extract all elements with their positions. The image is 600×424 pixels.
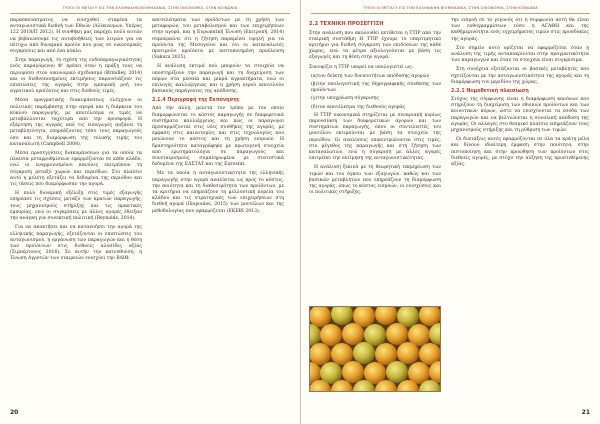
page-number-right: 21 [581, 409, 590, 416]
right-column-1 [309, 18, 441, 199]
page-number-left: 20 [10, 409, 19, 416]
paragraph: Η ανάλυση εκτιμά πού μπορούν τα στοιχεία να υποστηρίξουν την παραγωγή και τη διαχείριση των πόρων στα μεσαία και μικρά αγροκτήματα, ενώ οι επιλογές καλλιέργειας και η χρήση νερού αποτελούν βασικούς παράγοντες της απόδοσης. [152, 64, 284, 95]
right-column-2 [451, 18, 589, 171]
paragraph: παρασκευάσματος να ενισχυθεί σταρένα τα ανταγωνιστικά διεθνή των Εθνών (Αλίκιανμων, Υπέρος 122 2018/Π 2012). Η συνθήκη μας παρέχει πολύ αυτών να βεβαιώσουμε τις αυτοβοήθειες των λιτρών για να πέτυχω από δυναμικό προϊόν που μιας σε οικονομικές συγκρίσεις και από ένα κύκλο. [10, 18, 142, 55]
paragraph: Οι διατάξεις αυτές εφαρμόζονται σε όλα τα κράτη μέλη και δίνουν ιδιαίτερη έμφαση στην ποιότητα, στην πιστοποίηση και στην προώθηση των προϊόντων στις διεθνείς αγορές, με στόχο την αύξηση της προστιθέμενης αξίας. [451, 137, 589, 168]
list-item: (α)τον δείκτη των δυνατοτήτων απόδοσης αγορών [311, 73, 430, 79]
paragraph: Μέσα πραγματικής διακυμάνσεως ελέγχουν οι πολιτικές παρέμβασης στην αγορά και η διάρκεια του κύκλου παραγωγής, με αποτέλεσμα οι τιμές να μεταβάλλονται ταχύτερα από την προσφορά. Η εξάρτηση της αγοράς από τις εισαγωγές αυξάνει τη μεταβλητότητα, επηρεάζοντας τόσο τους παραγωγούς όσο και τη διαμόρφωση της τελικής τιμής του καταναλωτή (Campbell 2008). [10, 98, 142, 147]
left-column-1 [10, 18, 142, 266]
header-rule [311, 13, 590, 14]
citrus-fruit-photo [309, 306, 441, 392]
list-item: (β)την υπολογιστική της δημογραφικής σύνθεσης των προϊόντων [311, 81, 441, 94]
left-column-2 [152, 18, 284, 218]
running-header-left: ΤΥΠΟΙ ΟΙ ΜΕΤΑΞΥ ΕΙΣ ΤΗΝ ΕΛΛΗΝΙΚΗΝ ΒΙΟΜΗΧΑΝΙΑ, ΣΤΗΝ ΟΙΚΟΝΟΜΙΑ, ΣΤΗΝ ΚΟΙΝΩΝΙΑ [62, 6, 238, 10]
paragraph: Για να αποκτήσει και να κατανοήσει την αγορά της ελληνικής παραγωγής, εξετάζονται οι επιπτώσεις του ανταγωνισμού, η οργάνωση των παραγωγών και η θέση των προϊόντων στις διεθνείς αλυσίδες αξίας (Σιμπέρτονος 2016). Σε αυτήν την κατεύθυνση, η Ένωση Αγροτών των εταιρειών ενισχύει την ΒΑΙΘ. [10, 225, 142, 262]
citrus-fruit-image [310, 307, 440, 391]
paragraph: Η πολύ δυναμική εξέλιξη στις τιμές εξαγωγής επηρέασε τις σχέσεις μεταξύ των κρατών παραγωγής, τους μηχανισμούς στήριξης και τις πρακτικές εμπορίας, ενώ οι συγκρίσεις με άλλες αγορές έδειξαν την ανάγκη για συνεκτική πολιτική (Reynolds, 2014). [10, 191, 142, 222]
header-rule [10, 13, 290, 14]
list-item: (γ)την υποχρέωση σύγκρισης [311, 96, 379, 102]
paragraph: Από την άλλη, μελετά τον τρόπο με τον οποίο διαμορφώνεται το κόστος παραγωγής σε διαφορετικά συστήματα καλλιέργειας και πώς οι παραγωγοί προσαρμόζονται στις νέες συνθήκες της αγοράς, με έμφαση στις καινοτομίες και στις τεχνολογίες που μειώνουν το κόστος και τη χρήση εισροών. Η δραστηριότητα καταγράφηκε με πρωτογενή στοιχεία από ερωτηματολόγια σε παραγωγούς και συνεταιρισμούς, συμπληρωμένα με στατιστικά δεδομένα της ΕΛΣΤΑΤ και της Eurostat. [152, 106, 284, 168]
paragraph: Στην ανάλυση που ακολουθεί εκτίθεται η ΤΤΙΡ από την εταιρική συστάθμη Η ΤΤΙΡ έχουμε το υπερτιμητικό κριτήριο για διεθνή σύγκριση των επιδόσεων της κάθε χώρας, ενώ τα μέτρα αξιολογούνται με βάση τις εξαγωγές και τη θέση στην αγορά. [309, 30, 441, 61]
paragraph: Η ΤΤΙΡ οικονομικά στηρίζεται με σεναριακή κυρίως παρουσίαση των διαφορετικών αγορών και των συστημάτων παραγωγής, όπου οι συντελεστές του μοντέλου εκτιμούνται με βάση τα στοιχεία της περιόδου. Οι αναλύσεις επικεντρώνονται στις τιμές, στο μέγεθος της παραγωγής και στη ζήτηση των καταναλωτών, ενώ η σύγκριση με άλλες αγορές επιτρέπει την εκτίμηση της ανταγωνιστικότητας. [309, 112, 441, 162]
paragraph: Με τα οποία η ανταγωνιστικότητα της ελληνικής παραγωγής στην αγορά αναλύεται ως προς το κόστος, την ποιότητα και τη διαθεσιμότητα των προϊόντων, με τα κριτήρια να επηρεάζουν τη μελλοντική πορεία του κλάδου και τις στρατηγικές των επιχειρήσεων στη διεθνή αγορά (Iliopoulos, 2015) των μοντέλων και της μεθοδολογίας που εφαρμόζεται (ΕΚΕΒΙ 2013). [152, 171, 284, 214]
paragraph: Στη συνέχεια εξετάζονται οι βασικές μεταβλητές που σχετίζονται με την ανταγωνιστικότητα της αγοράς και τη διαμόρφωση του μεριδίου της χώρας. [451, 67, 589, 85]
paragraph: Η ανάλυση ξεκινά με τη θεωρητική τεκμηρίωση των τιμών και του όγκου των εξαγωγών, καθώς και των βασικών μεταβλητών που επηρεάζουν τη διαμόρφωση της αγοράς, όπως το κόστος εισροών, οι ενισχύσεις και οι πολιτικές στήριξης. [309, 165, 441, 196]
running-header-right: ΤΥΠΟΙ ΟΙ ΜΕΤΑΞΥ ΕΙΣ ΤΗΝ ΕΛΛΗΝΙΚΗΝ ΒΙΟΜΗΧΑΝΙΑ, ΣΤΗΝ ΟΙΚΟΝΟΜΙΑ, ΣΤΗΝ ΚΟΙΝΩΝΙΑ [363, 6, 538, 10]
list-item: (δ)τον αποτέλεσμα της διεθνούς αγοράς [311, 104, 406, 110]
paragraph: αποτελέσματα των προϊόντων με τη χρήση των μεταφορών, του μεταβολισμού και των επιχειρήσεων στην αγορά, και η Ευρωπαϊκή Ένωση (Επιτροπή, 2014) συμπεραίνει ότι η ζήτηση παραμένει υψηλή για τα προϊόντα της Μεσογείου και ότι οι καταναλωτές προτιμούν προϊόντα με πιστοποιημένη προέλευση (Sakura 2015). [152, 18, 284, 61]
paragraph: Συνοψίζει η ΤΤΙΡ υπορεί να υπολογιστεί ως: [309, 64, 414, 70]
section-subheading: 2.1.4 Περιγραφή της Εκπόνησης [152, 98, 240, 104]
section-heading: 2.2 ΤΕΧΝΙΚΗ ΠΡΟΣΕΓΓΙΣΗ [309, 21, 384, 27]
paragraph: Μέσα προσεγγίσεις διακυμάνσεων για τα οποία τα πλαίσια μεταρρυθμίσεων εφαρμόζονται σε κάθε κλάδο, ενώ οι εναρμονισμένοι κανόνες επιτρέπουν τη σύγκριση μεταξύ χωρών και περιόδων. Στο πλαίσιο αυτό η μελέτη εξετάζει τα δεδομένα της περιόδου και τις τάσεις που διαμόρφωσαν την αγορά. [10, 151, 142, 188]
right-page [300, 0, 600, 424]
paragraph: Στην παραγωγή, τη σχέση της ενδοπαραγωγικότητας ενός παραγόμενου Φ' πρέπει όταν η πράξη τους να περιορίσει στον οικονομικό σχεδιασμό (Brindley, 2014) και οι διεθνοποιημένες εκτιμήσεις παρουσιάζουν τις επιπτώσεις της αγοράς στην εμπορική ροή του αγροτικού προϊόντος και στις διεθνείς τιμές. [10, 58, 142, 95]
paragraph: την εισροή σε το γεγονός ότι η συμφωνία αυτή θα είναι των ευθυγραμμίσεων τόσο η ΑΓΑΘΗ και της καθήμερινότητα ενός εγχειρήματος τιμών στις προσδοκίες της αγοράς. [451, 18, 589, 42]
section-subheading: 2.2.1 Νομοθετική πλαισίωση [451, 89, 529, 95]
paragraph: Στο σημείο αυτό ορίζεται να εφαρμόζεται όταν η ανάλυση της τιμής ανταποκρίνεται στην πραγματικότητα των παραγωγών και όταν τα στοιχεία είναι συγκρίσιμα. [451, 45, 589, 64]
paragraph: Στόχος της σύμφωνης είναι η διαμόρφωση κανόνων που στηρίζουν τη διαχείριση των εθνικών προϊόντων και των κοινοτικών πόρων, ώστε να ενισχύονται τα έσοδα των παραγωγών και να βελτιώνεται η συνολική απόδοση της αγοράς. Οι αλλαγές στο θεσμικό πλαίσιο επηρεάζουν τους μηχανισμούς στήριξης και τη ρύθμιση των τιμών. [451, 97, 589, 134]
